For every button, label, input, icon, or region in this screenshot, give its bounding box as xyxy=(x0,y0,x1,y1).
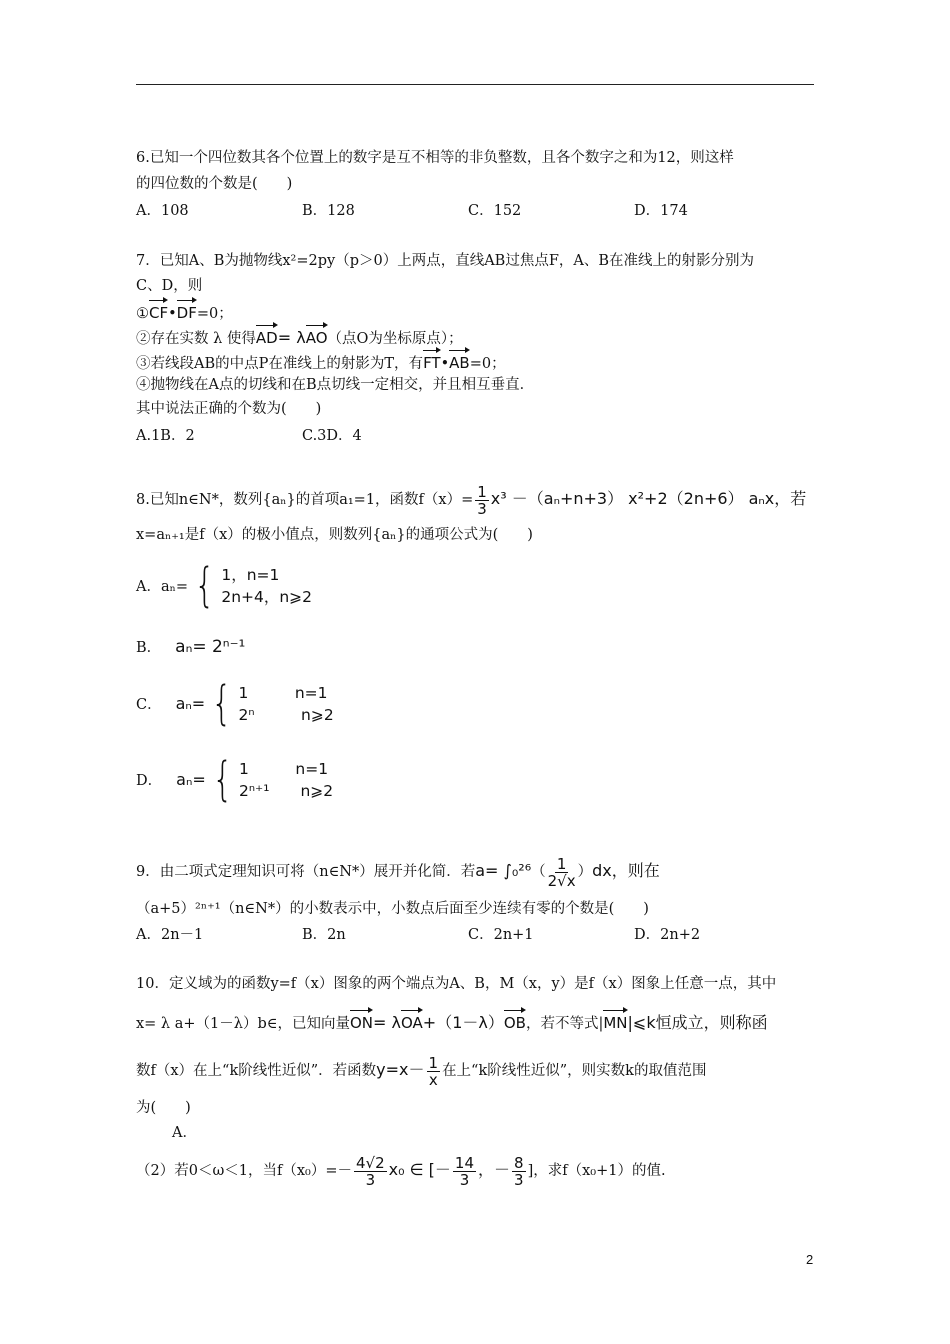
q6-option-b: B．128 xyxy=(302,203,355,219)
q9-option-a: A．2n－1 xyxy=(136,927,204,943)
fraction-integrand: $\frac{1}{2√x}$ xyxy=(547,854,576,890)
q7-line1: 7．已知A、B为抛物线x²=2py（p＞0）上两点，直线AB过焦点F，A、B在准线上的射影分别为 xyxy=(136,253,755,269)
fraction-one-over-x: $\frac{1}{x}$ xyxy=(428,1053,439,1089)
q8-line2: x=aₙ₊₁是f（x）的极小值点，则数列{aₙ}的通项公式为( ) xyxy=(136,527,533,543)
q7-question: 其中说法正确的个数为( ) xyxy=(136,401,322,417)
q9-option-b: B．2n xyxy=(302,927,346,943)
vector-on: ON xyxy=(350,1008,373,1034)
q7-statement-4: ④抛物线在A点的切线和在B点切线一定相交，并且相互垂直． xyxy=(136,377,535,393)
q9-option-d: D．2n+2 xyxy=(634,927,701,943)
q7-statement-3: ③若线段AB的中点P在准线上的射影为T，有FT•AB=0； xyxy=(136,348,506,375)
vector-mn: MN xyxy=(603,1008,627,1034)
q8-option-d: D． aₙ= { 1 n=1 2ⁿ⁺¹ n⩾2 xyxy=(136,752,334,806)
q7-option-cd: C.3D．4 xyxy=(302,428,362,444)
q7-statement-1: ①CF•DF=0； xyxy=(136,298,233,325)
q8-option-b: B． aₙ= 2ⁿ⁻¹ xyxy=(136,636,246,657)
q8-line1: 8.已知n∈N*，数列{aₙ}的首项a₁=1，函数f（x）= $\frac{1}{3}$ x³ －（aₙ+n+3） x²+2（2n+6） aₙx，若 xyxy=(136,482,807,518)
q6-line1: 6.已知一个四位数其各个位置上的数字是互不相等的非负整数，且各个数字之和为12，则这样 xyxy=(136,150,734,166)
q10-option-a: A． xyxy=(172,1125,197,1141)
left-brace: { xyxy=(212,752,233,806)
q9-option-c: C．2n+1 xyxy=(468,927,534,943)
vector-ft: FT xyxy=(423,348,441,374)
left-brace: { xyxy=(194,558,215,612)
vector-oa: OA xyxy=(401,1008,423,1034)
q6-option-c: C．152 xyxy=(468,203,522,219)
q7-option-ab: A.1B．2 xyxy=(136,428,195,444)
q9-line1: 9．由二项式定理知识可将（n∈N*）展开并化简．若a= ∫₀²⁶（ $\frac{1}{2√x}$ ）dx，则在 xyxy=(136,854,660,890)
q10-line1: 10．定义域为的函数y=f（x）图象的两个端点为A、B，M（x，y）是f（x）图象上任意一点，其中 xyxy=(136,976,777,992)
fraction-4root2-over-3: $\frac{4√2}{3}$ xyxy=(356,1153,385,1189)
q8-option-c: C． aₙ= { 1 n=1 2ⁿ n⩾2 xyxy=(136,676,334,730)
vector-cf: CF xyxy=(149,298,168,324)
header-rule xyxy=(136,84,814,85)
q6-line2: 的四位数的个数是( ) xyxy=(136,176,293,192)
fraction-14-over-3: $\frac{14}{3}$ xyxy=(454,1153,475,1189)
q10-line4: 为( ) xyxy=(136,1100,191,1116)
fraction-8-over-3: $\frac{8}{3}$ xyxy=(514,1153,524,1189)
vector-df: DF xyxy=(177,298,197,324)
left-brace: { xyxy=(211,676,233,730)
q7-statement-2: ②存在实数 λ 使得AD= λAO（点O为坐标原点）； xyxy=(136,323,463,350)
vector-ab: AB xyxy=(449,348,470,374)
q9-line2: （a+5）²ⁿ⁺¹（n∈N*）的小数表示中，小数点后面至少连续有零的个数是( ) xyxy=(136,901,649,917)
part2-line: （2）若0＜ω＜1，当f（x₀）=－ $\frac{4√2}{3}$ x₀ ∈ [－ $\frac{14}{3}$ ，－ $\frac{8}{3}$ ]，求f（x₀+1）的值. xyxy=(136,1153,666,1189)
fraction-one-third: $\frac{1}{3}$ xyxy=(477,482,487,518)
q6-option-a: A．108 xyxy=(136,203,189,219)
q7-line2: C、D，则 xyxy=(136,278,203,294)
page-number: 2 xyxy=(806,1252,814,1267)
q10-line2: x= λ a+（1－λ）b∈，已知向量ON= λOA+（1－λ）OB，若不等式|MN|⩽k恒成立，则称函 xyxy=(136,1008,768,1035)
q10-line3: 数f（x）在上“k阶线性近似”．若函数y=x－ $\frac{1}{x}$ 在上“k阶线性近似”，则实数k的取值范围 xyxy=(136,1053,707,1089)
q6-option-d: D．174 xyxy=(634,203,688,219)
vector-ad: AD xyxy=(256,323,278,349)
vector-ao: AO xyxy=(306,323,328,349)
vector-ob: OB xyxy=(504,1008,526,1034)
q8-option-a: A．aₙ= { 1，n=1 2n+4，n⩾2 xyxy=(136,558,313,612)
